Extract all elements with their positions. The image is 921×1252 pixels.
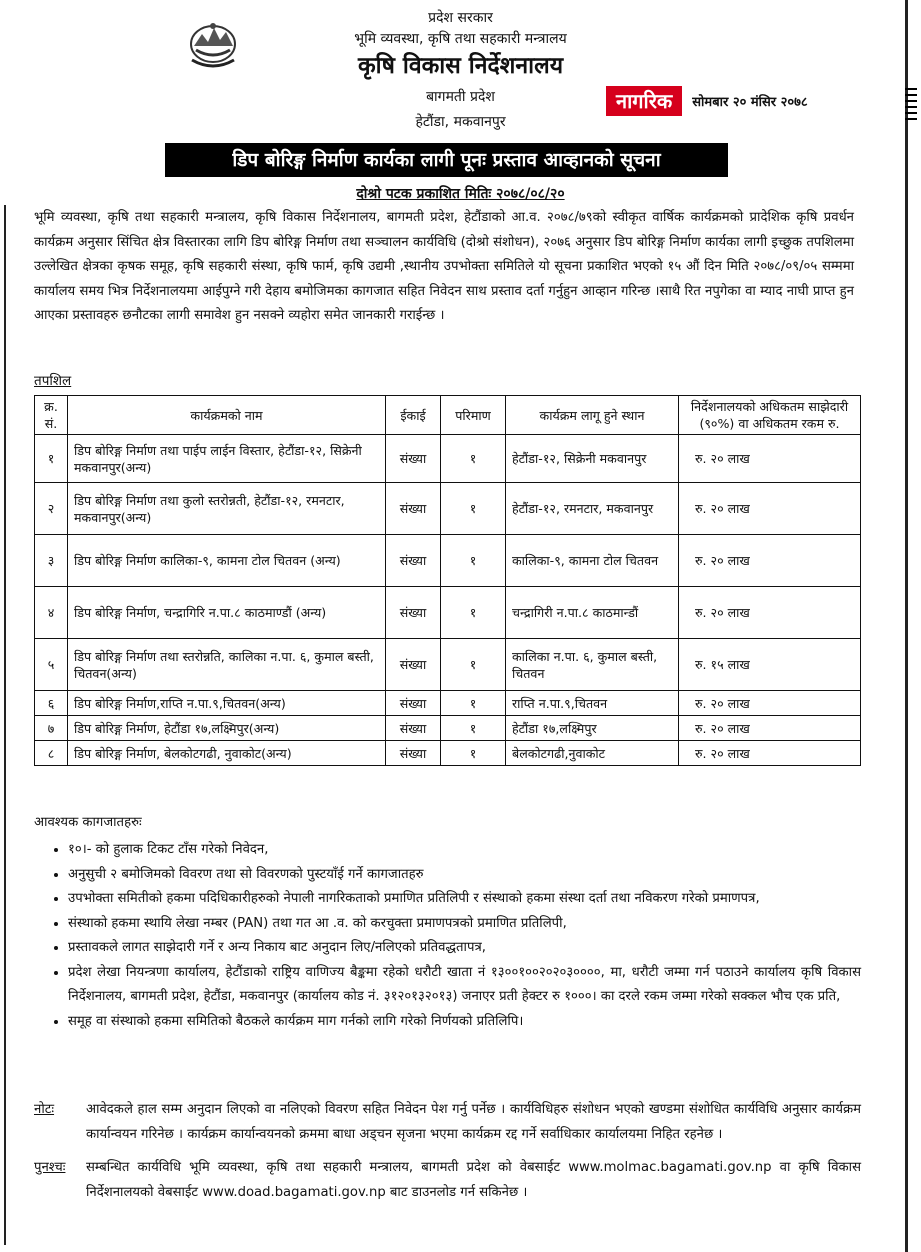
cell-amount: रु. १५ लाख: [679, 639, 861, 691]
ministry-name: भूमि व्यवस्था, कृषि तथा सहकारी मन्त्रालय: [354, 31, 567, 47]
province-name: बागमती प्रदेश: [426, 89, 495, 105]
cell-unit: संख्या: [386, 691, 441, 716]
cell-sn: ७: [35, 716, 68, 741]
cell-sn: १: [35, 435, 68, 483]
cell-name: डिप बोरिङ्ग निर्माण, चन्द्रागिरि न.पा.८ काठमाण्डौं (अन्य): [68, 587, 386, 639]
newspaper-logo: नागरिक: [606, 86, 682, 116]
cell-place: चन्द्रागिरी न.पा.८ काठमान्डौं: [506, 587, 679, 639]
header-name: कार्यक्रमको नाम: [68, 396, 386, 435]
cell-sn: ५: [35, 639, 68, 691]
page-edge-line: [4, 205, 6, 1245]
cell-qty: १: [441, 716, 506, 741]
table-row: [35, 716, 861, 741]
table-header-row: [35, 396, 861, 435]
cell-sn: ६: [35, 691, 68, 716]
cell-name: डिप बोरिङ्ग निर्माण, हेटौंडा १७,लक्ष्मिपुर(अन्य): [68, 716, 386, 741]
published-date-text: दोश्रो पटक प्रकाशित मितिः २०७८/०८/२०: [356, 186, 565, 202]
cell-place: हेटौंडा-१२, रमनटार, मकवानपुर: [506, 483, 679, 535]
note-label: नोटः: [34, 1102, 55, 1117]
cell-name: डिप बोरिङ्ग निर्माण तथा पाईप लाईन विस्तार, हेटौंडा-१२, सिक्रेनी मकवानपुर(अन्य): [68, 435, 386, 483]
cell-unit: संख्या: [386, 483, 441, 535]
cell-place: हेटौंडा-१२, सिक्रेनी मकवानपुर: [506, 435, 679, 483]
documents-heading: आवश्यक कागजातहरुः: [34, 815, 142, 830]
punascha-label: पुनश्चः: [34, 1160, 66, 1175]
cell-place: बेलकोटगढी,नुवाकोट: [506, 741, 679, 766]
notice-title: डिप बोरिङ्ग निर्माण कार्यका लागी पूनः प्रस्ताव आव्हानको सूचना: [165, 143, 728, 177]
cell-unit: संख्या: [386, 435, 441, 483]
cell-name: डिप बोरिङ्ग निर्माण तथा कुलो स्तरोन्नती, हेटौंडा-१२, रमनटार, मकवानपुर(अन्य): [68, 483, 386, 535]
header-amount: निर्देशनालयको अधिकतम साझेदारी (९०%) वा अधिकतम रकम रु.: [679, 396, 861, 435]
table-row: [35, 535, 861, 587]
punascha-row: [34, 1155, 861, 1205]
cell-amount: रु. २० लाख: [679, 716, 861, 741]
list-item: • प्रस्तावकले लागत साझेदारी गर्ने र अन्य निकाय बाट अनुदान लिए/नलिएको प्रतिवद्धतापत्र,: [68, 936, 861, 961]
table-row: [35, 691, 861, 716]
govt-name: प्रदेश सरकार: [428, 10, 493, 26]
cell-unit: संख्या: [386, 535, 441, 587]
cell-qty: १: [441, 483, 506, 535]
cell-sn: ४: [35, 587, 68, 639]
edge-marks: [905, 88, 917, 124]
cell-place: हेटौंडा १७,लक्ष्मिपुर: [506, 716, 679, 741]
intro-paragraph: भूमि व्यवस्था, कृषि तथा सहकारी मन्त्रालय, कृषि विकास निर्देशनालय, बागमती प्रदेश, हेटौंडाको आ.व. २०७८/७९को स्वीकृत वार्षिक कार्यक्रमको प्रादेशिक कृषि प्रवर्धन कार्यक्रम अनुसार सिंचित क्षेत्र विस्तारका लागि डिप बोरिङ्ग निर्माण तथा सञ्चालन कार्यविधि (दोश्रो संशोधन), २०७६ अनुसार डिप बोरिङ्ग निर्माण कार्यका लागी इच्छुक तपशिलमा उल्लेखित क्षेत्रका कृषक समूह, कृषि सहकारी संस्था, कृषि फार्म, कृषि उद्यमी ,स्थानीय उपभोक्ता समितिले यो सूचना प्रकाशित भएको १५ औं दिन मिति २०७८/०९/०५ सम्ममा कार्यालय समय भित्र निर्देशनालयमा आईपुग्ने गरी देहाय बमोजिमका कागजात सहित निवेदन साथ प्रस्ताव दर्ता गर्नुहुन आव्हान गरिन्छ ।साथै रित नपुगेका वा म्याद नाघी प्राप्त हुन आएका प्रस्तावहरु छनौटका लागी समावेश हुन नसक्ने व्यहोरा समेत जानकारी गराईन्छ ।: [34, 210, 854, 323]
cell-qty: १: [441, 535, 506, 587]
list-item: • उपभोक्ता समितीको हकमा पदिधिकारीहरुको नेपाली नागरिकताको प्रमाणित प्रतिलिपी र संस्थाको हकमा संस्था दर्ता तथा नविकरण गरेको प्रमाणपत्र,: [68, 887, 861, 912]
cell-sn: २: [35, 483, 68, 535]
cell-unit: संख्या: [386, 741, 441, 766]
list-item: • १०।- को हुलाक टिकट टाँस गरेको निवेदन,: [68, 838, 861, 863]
cell-name: डिप बोरिङ्ग निर्माण,राप्ति न.पा.९,चितवन(अन्य): [68, 691, 386, 716]
tapsil-label: तपशिल: [34, 373, 72, 389]
program-table: [34, 395, 861, 766]
cell-amount: रु. २० लाख: [679, 435, 861, 483]
note-text: आवेदकले हाल सम्म अनुदान लिएको वा नलिएको विवरण सहित निवेदन पेश गर्नु पर्नेछ । कार्यविधिहरु संशोधन भएको खण्डमा संशोधित कार्यविधि अनुसार कार्यक्रम कार्यान्वयन गरिनेछ । कार्यक्रम कार्यान्वयनको क्रममा बाधा अड्चन सृजना भएमा कार्यक्रम रद्द गर्ने सर्वाधिकार कार्यालयमा निहित रहनेछ ।: [86, 1102, 861, 1142]
cell-qty: १: [441, 435, 506, 483]
required-documents: [34, 812, 861, 1034]
table-row: [35, 587, 861, 639]
header-unit: ईकाई: [386, 396, 441, 435]
cell-name: डिप बोरिङ्ग निर्माण तथा स्तरोन्नति, कालिका न.पा. ६, कुमाल बस्ती, चितवन(अन्य): [68, 639, 386, 691]
list-item: • प्रदेश लेखा नियन्त्रणा कार्यालय, हेटौंडाको राष्ट्रिय वाणिज्य बैङ्कमा रहेको धरौटी खाता नं १३००१००२०२०३००००, मा, धरौटी जम्मा गर्न पठाउने कार्यालय कृषि विकास निर्देशनालय, बागमती प्रदेश, हेटौंडा, मकवानपुर (कार्यालय कोड नं. ३१२०१३२०१३) जनाएर प्रती हेक्टर रु १०००। का दरले रकम जम्मा गरेको सक्कल भौच एक प्रति,: [68, 961, 861, 1010]
list-item: • संस्थाको हकमा स्थायि लेखा नम्बर (PAN) तथा गत आ .व. को करचुक्ता प्रमाणपत्रको प्रमाणित प्रतिलिपी,: [68, 912, 861, 937]
cell-sn: ३: [35, 535, 68, 587]
cell-unit: संख्या: [386, 587, 441, 639]
cell-place: कालिका-९, कामना टोल चितवन: [506, 535, 679, 587]
notes-section: [34, 1097, 861, 1205]
published-date: [0, 184, 921, 203]
list-item: • समूह वा संस्थाको हकमा समितिको बैठकले कार्यक्रम माग गर्नको लागि गरेको निर्णयको प्रतिलिपि।: [68, 1010, 861, 1035]
cell-amount: रु. २० लाख: [679, 691, 861, 716]
table-row: [35, 741, 861, 766]
header-sn: क्र. सं.: [35, 396, 68, 435]
table-row: [35, 483, 861, 535]
note-row: [34, 1097, 861, 1147]
cell-amount: रु. २० लाख: [679, 741, 861, 766]
newspaper-tag: [606, 86, 808, 116]
cell-amount: रु. २० लाख: [679, 483, 861, 535]
documents-list: [34, 838, 861, 1034]
table-row: [35, 639, 861, 691]
punascha-text: सम्बन्धित कार्यविधि भूमि व्यवस्था, कृषि तथा सहकारी मन्त्रालय, बागमती प्रदेश को वेबसाईट www.molmac.bagamati.gov.np वा कृषि विकास निर्देशनालयको वेबसाईट www.doad.bagamati.gov.np बाट डाउनलोड गर्न सकिनेछ ।: [86, 1160, 861, 1200]
cell-amount: रु. २० लाख: [679, 587, 861, 639]
cell-name: डिप बोरिङ्ग निर्माण, बेलकोटगढी, नुवाकोट(अन्य): [68, 741, 386, 766]
office-location: हेटौंडा, मकवानपुर: [415, 114, 506, 130]
cell-unit: संख्या: [386, 716, 441, 741]
cell-qty: १: [441, 741, 506, 766]
cell-place: राप्ति न.पा.९,चितवन: [506, 691, 679, 716]
cell-place: कालिका न.पा. ६, कुमाल बस्ती, चितवन: [506, 639, 679, 691]
cell-amount: रु. २० लाख: [679, 535, 861, 587]
list-item: • अनुसुची २ बमोजिमको विवरण तथा सो विवरणको पुस्टयाँई गर्ने कागजातहरु: [68, 863, 861, 888]
cell-qty: १: [441, 691, 506, 716]
cell-sn: ८: [35, 741, 68, 766]
table-row: [35, 435, 861, 483]
office-name: कृषि विकास निर्देशनालय: [357, 53, 564, 79]
header-place: कार्यक्रम लागू हुने स्थान: [506, 396, 679, 435]
cell-qty: १: [441, 639, 506, 691]
cell-unit: संख्या: [386, 639, 441, 691]
newspaper-date: सोमबार २० मंसिर २०७८: [692, 95, 808, 110]
cell-qty: १: [441, 587, 506, 639]
cell-name: डिप बोरिङ्ग निर्माण कालिका-९, कामना टोल चितवन (अन्य): [68, 535, 386, 587]
header-qty: परिमाण: [441, 396, 506, 435]
